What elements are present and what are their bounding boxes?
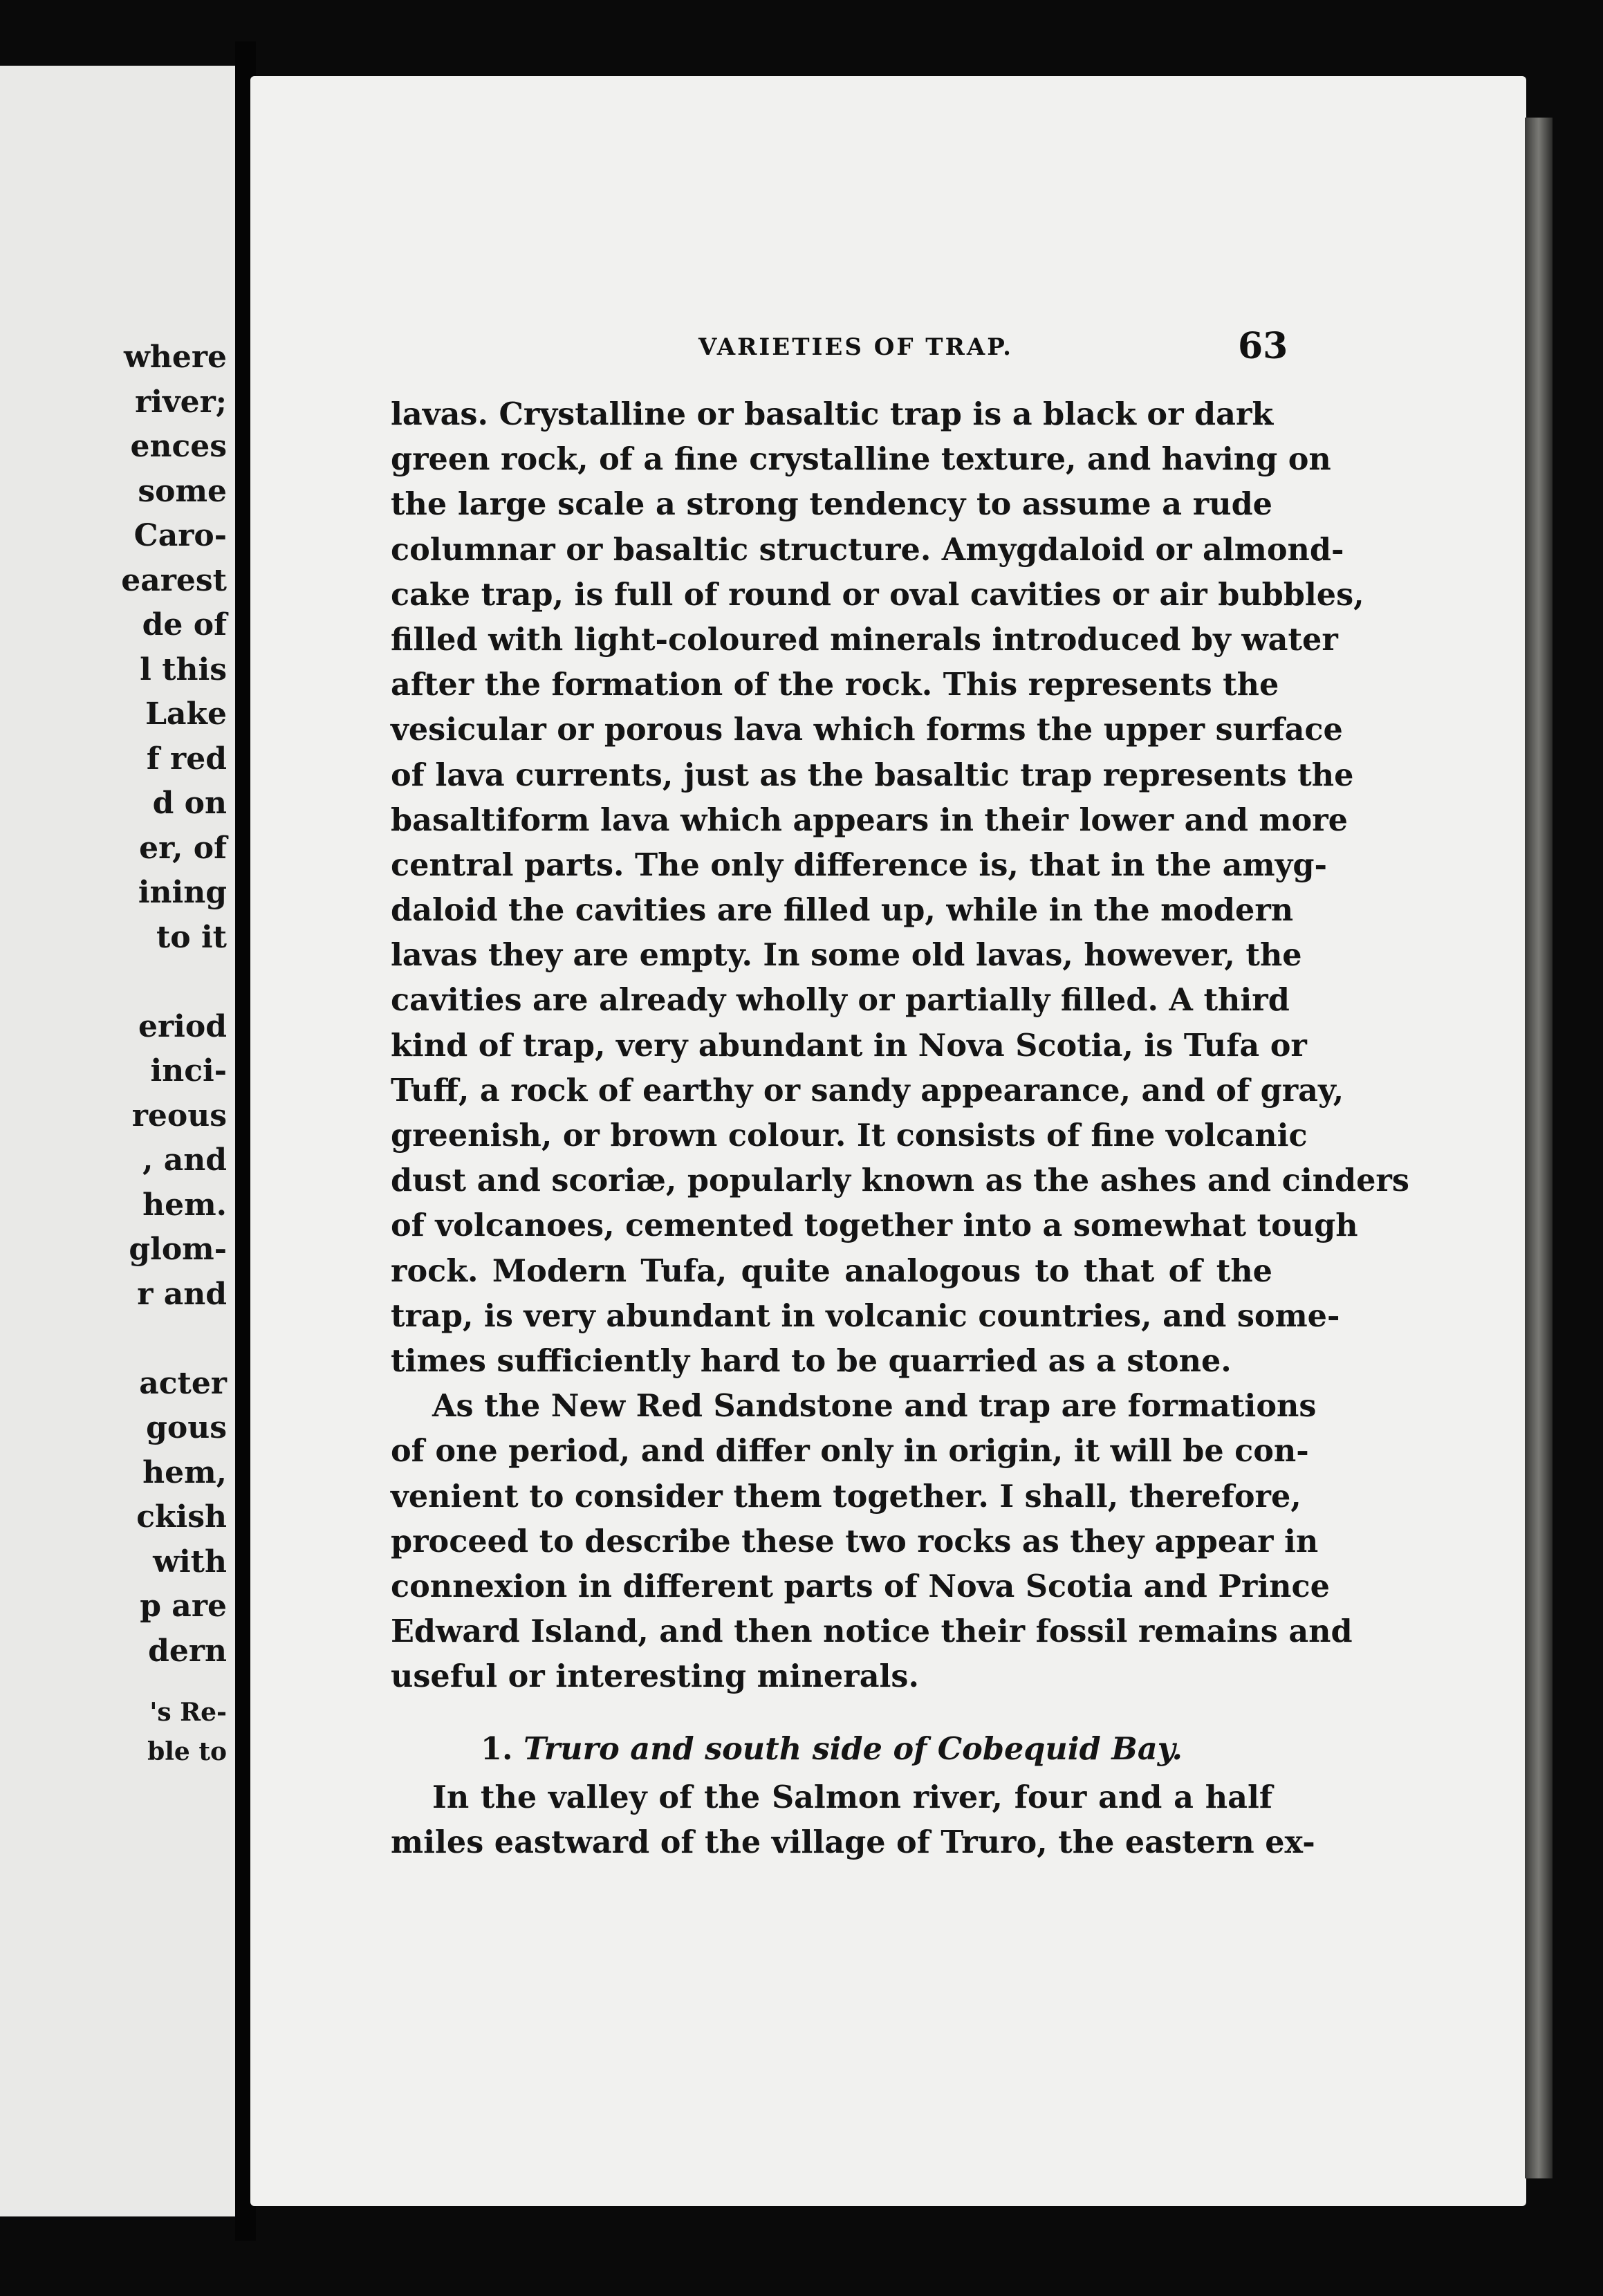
text-line: lavas they are empty. In some old lavas, however, the [391,937,1302,974]
left-page-text-fragment: de of [142,607,227,642]
left-page-text-fragment: river; [135,384,227,420]
text-line: cavities are already wholly or partially filled. A third [391,982,1290,1019]
left-page-text-fragment: , and [142,1142,227,1178]
section-title: Truro and south side of Cobequid Bay. [523,1731,1183,1768]
left-page-text-fragment: 's Re- [149,1698,227,1727]
text-line: greenish, or brown colour. It consists of fine volcanic [391,1118,1308,1154]
section-number: 1. [481,1731,513,1768]
left-page-text-fragment: Caro- [133,518,227,553]
text-line: kind of trap, very abundant in Nova Scotia, is Tufa or [391,1027,1307,1064]
left-page-text-fragment: where [123,340,227,375]
text-line: rock. Modern Tufa, quite analogous to that of the [391,1252,1272,1289]
left-page-text-fragment: with [153,1544,227,1580]
book-page-edge [1525,118,1553,2178]
section-heading [391,1727,1272,1772]
left-page-text-fragment: earest [121,562,227,598]
text-line: connexion in different parts of Nova Scotia and Prince [391,1568,1330,1604]
left-page-text-fragment: ble to [147,1737,227,1766]
left-page-text-fragment: glom- [129,1232,227,1267]
left-page-text-fragment: ining [138,875,227,910]
text-line: central parts. The only difference is, that in the amyg- [391,846,1327,883]
left-page-text-fragment: to it [156,919,227,955]
left-page-text-fragment: hem, [142,1454,227,1490]
text-line: Tuff, a rock of earthy or sandy appearance, and of gray, [391,1072,1344,1109]
text-line: columnar or basaltic structure. Amygdaloid or almond- [391,531,1344,568]
left-page-text-fragment: inci- [150,1053,227,1089]
left-page-text-fragment: hem. [142,1187,227,1223]
text-line: vesicular or porous lava which forms the upper surface [391,712,1343,748]
running-head: VARIETIES OF TRAP. [698,333,1014,361]
left-page-text-fragment: d on [152,786,227,821]
text-line: cake trap, is full of round or oval cavities or air bubbles, [391,576,1364,613]
text-line: green rock, of a fine crystalline texture, and having on [391,441,1331,478]
text-line: basaltiform lava which appears in their lower and more [391,802,1348,838]
text-line: useful or interesting minerals. [391,1658,919,1695]
left-page-text-fragment: ences [130,429,227,464]
text-line: dust and scoriæ, popularly known as the ashes and cinders [391,1163,1409,1199]
text-line: As the New Red Sandstone and trap are formations [432,1388,1317,1425]
left-page-text-fragment: f red [146,741,227,777]
left-page-text-fragment: Lake [145,696,227,732]
paragraph-1 [391,392,1409,1384]
text-line: Edward Island, and then notice their fossil remains and [391,1613,1353,1650]
text-line: times sufficiently hard to be quarried as a stone. [391,1342,1232,1379]
text-line: of lava currents, just as the basaltic trap represents the [391,757,1354,793]
left-page-text-fragment: p are [140,1589,227,1624]
body-text [391,392,1409,1865]
left-page-text-fragment: dern [148,1633,227,1669]
left-page-text-fragment: some [138,473,227,509]
previous-page-strip [0,66,235,2216]
left-page-text-fragment: ckish [136,1499,227,1535]
left-page-text-fragment: l this [140,651,227,687]
text-line: proceed to describe these two rocks as they appear in [391,1523,1319,1559]
paragraph-2 [391,1384,1353,1699]
text-line: venient to consider them together. I shall, therefore, [391,1478,1301,1515]
paragraph-3 [391,1775,1315,1865]
text-line: In the valley of the Salmon river, four and a half [432,1779,1272,1815]
text-line: of volcanoes, cemented together into a somewhat tough [391,1207,1358,1244]
left-page-text-fragment: eriod [138,1008,227,1044]
text-line: of one period, and differ only in origin, it will be con- [391,1433,1309,1470]
text-line: daloid the cavities are filled up, while in the modern [391,892,1294,929]
text-line: the large scale a strong tendency to assume a rude [391,486,1272,523]
text-line: miles eastward of the village of Truro, the eastern ex- [391,1824,1315,1860]
text-line: lavas. Crystalline or basaltic trap is a black or dark [391,396,1274,432]
left-page-text-fragment: acter [139,1365,227,1401]
left-page-text-fragment: er, of [139,830,227,866]
page-number: 63 [1238,325,1288,367]
text-line: filled with light-coloured minerals introduced by water [391,621,1338,658]
left-page-text-fragment: r and [137,1276,227,1312]
left-page-text-fragment: reous [131,1098,227,1133]
text-line: after the formation of the rock. This represents the [391,667,1279,703]
left-page-text-fragment: gous [146,1410,227,1445]
text-line: trap, is very abundant in volcanic countries, and some- [391,1297,1340,1334]
